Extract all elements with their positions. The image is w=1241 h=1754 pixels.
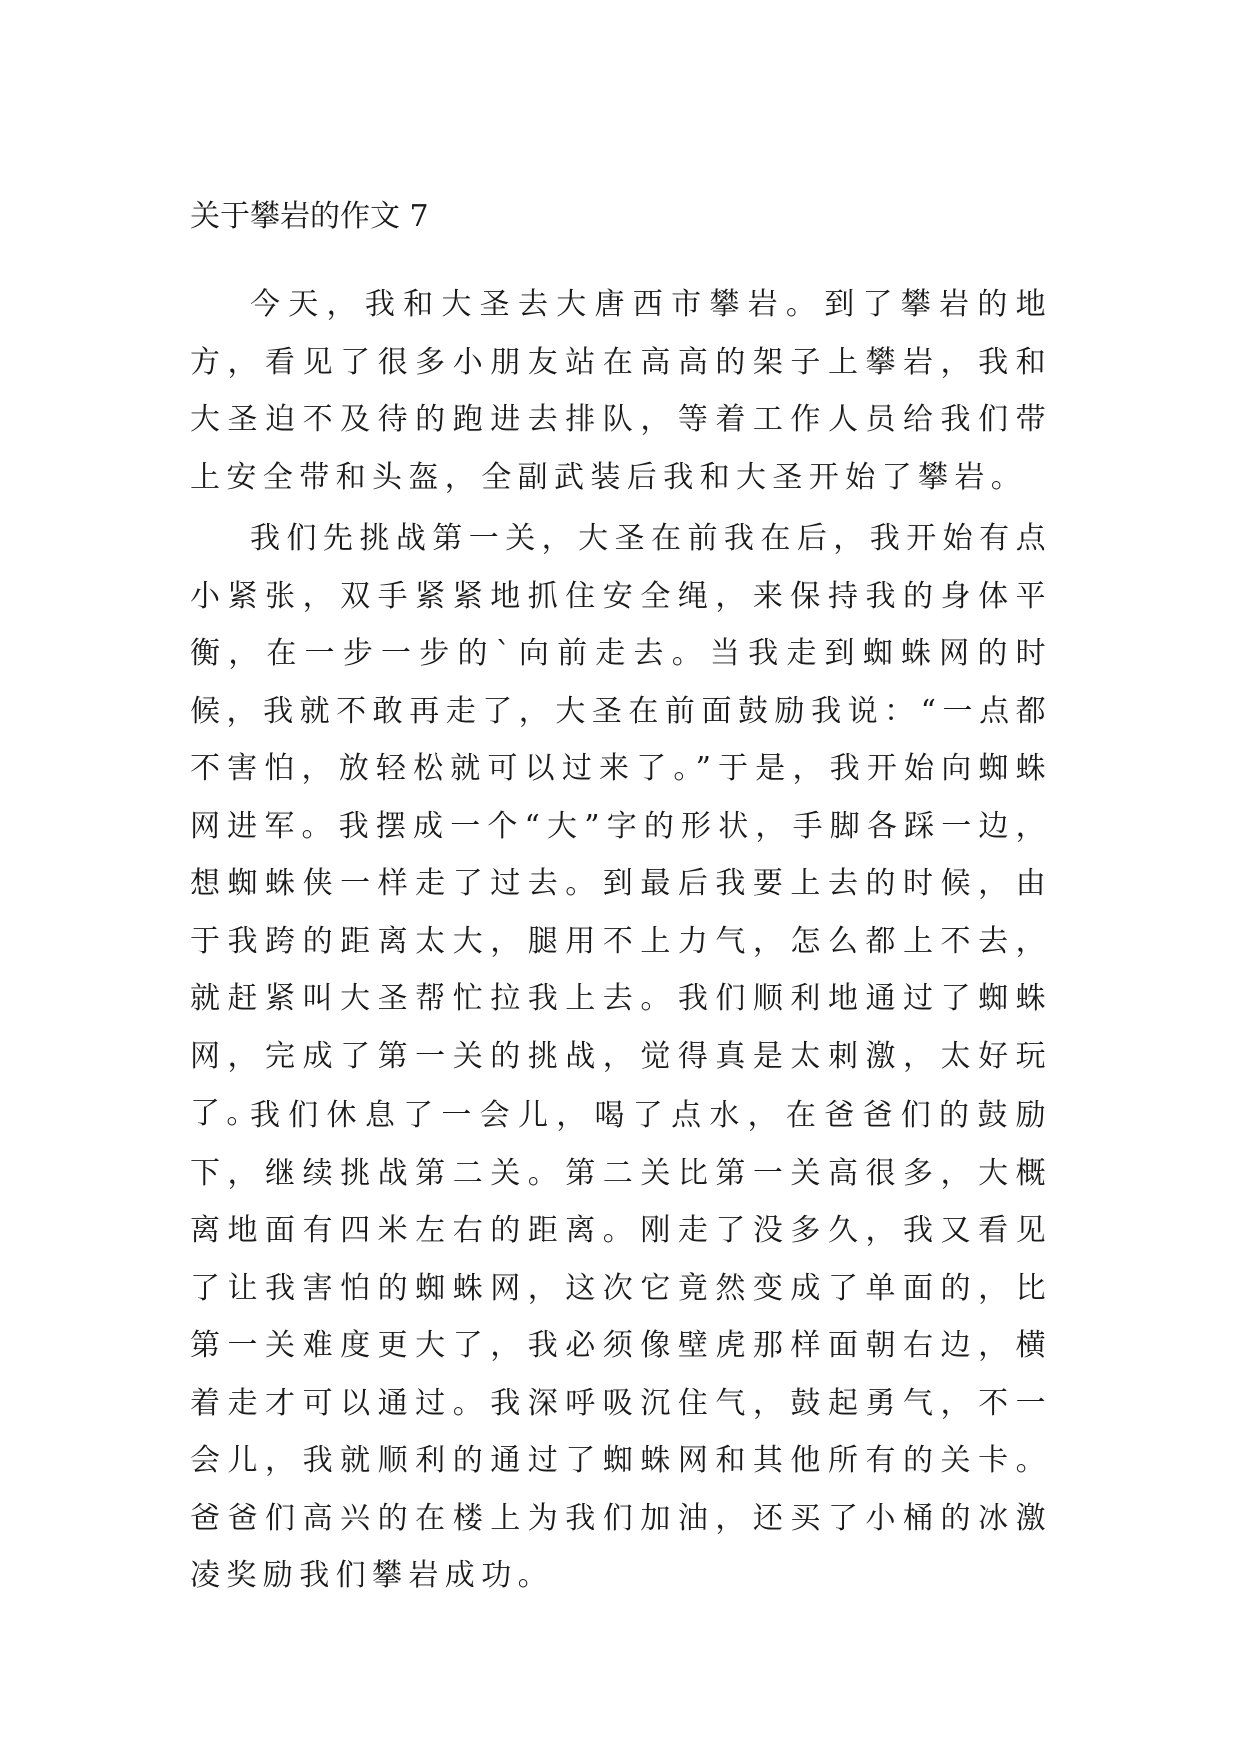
paragraph-2: 我们先挑战第一关，大圣在前我在后，我开始有点小紧张，双手紧紧地抓住安全绳，来保持我的身体平衡，在一步一步的`向前走去。当我走到蜘蛛网的时候，我就不敢再走了，大圣在前面鼓励我说：“一点都不害怕，放轻松就可以过来了。”于是，我开始向蜘蛛网进军。我摆成一个“大”字的形状，手脚各踩一边，想蜘蛛侠一样走了过去。到最后我要上去的时候，由于我跨的距离太大，腿用不上力气，怎么都上不去，就赶紧叫大圣帮忙拉我上去。我们顺利地通过了蜘蛛网，完成了第一关的挑战，觉得真是太刺激，太好玩了。 (190, 521, 1052, 1131)
paragraph-1: 今天，我和大圣去大唐西市攀岩。到了攀岩的地方，看见了很多小朋友站在高高的架子上攀岩，我和大圣迫不及待的跑进去排队，等着工作人员给我们带上安全带和头盔，全副武装后我和大圣开始了攀岩。 (190, 287, 1052, 495)
document-title: 关于攀岩的作文 7 (190, 199, 429, 234)
paragraph-3: 我们休息了一会儿，喝了点水，在爸爸们的鼓励下，继续挑战第二关。第二关比第一关高很多，大概离地面有四米左右的距离。刚走了没多久，我又看见了让我害怕的蜘蛛网，这次它竟然变成了单面的，比第一关难度更大了，我必须像壁虎那样面朝右边，横着走才可以通过。我深呼吸沉住气，鼓起勇气，不一会儿，我就顺利的通过了蜘蛛网和其他所有的关卡。爸爸们高兴的在楼上为我们加油，还买了小桶的冰激凌奖励我们攀岩成功。 (190, 1098, 1052, 1593)
